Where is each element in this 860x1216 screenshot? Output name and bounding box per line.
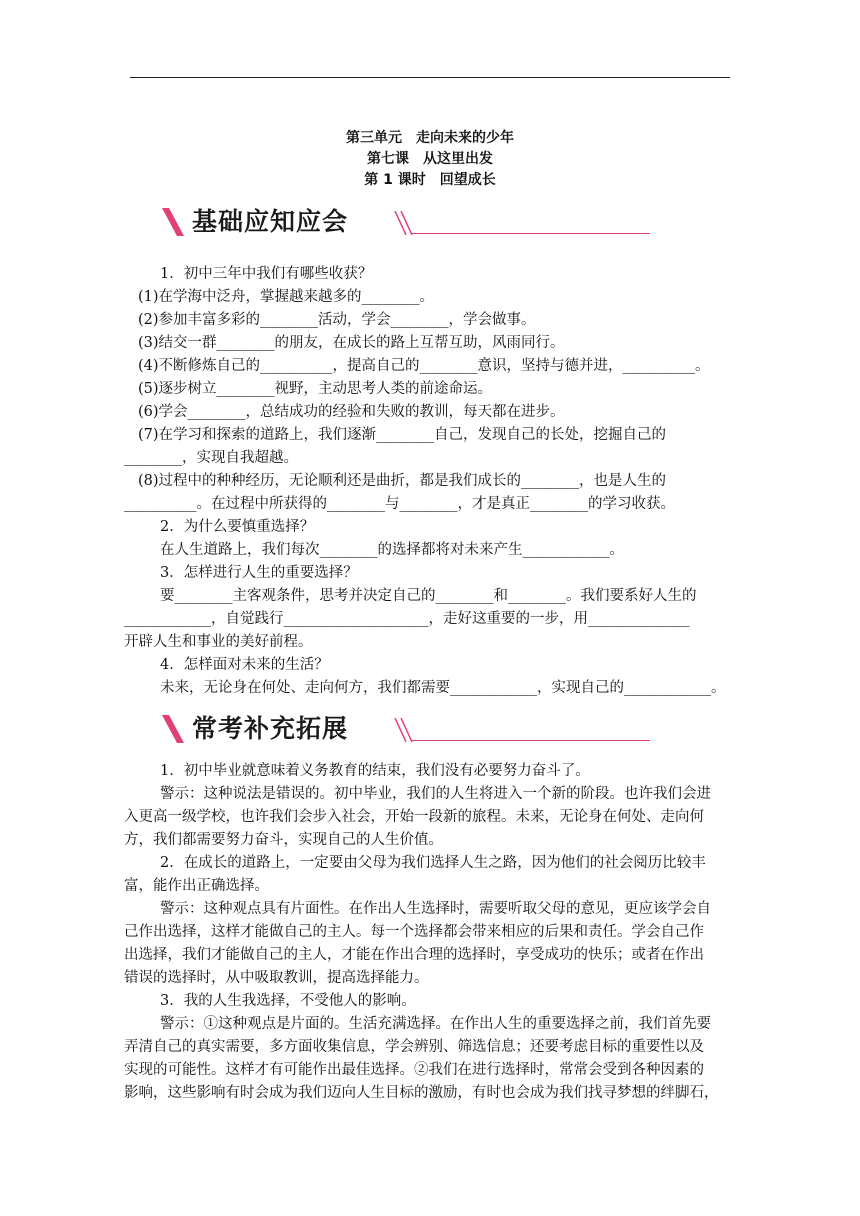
blank-line: (1)在学海中泛舟，掌握越来越多的________。 bbox=[138, 289, 435, 305]
slash-icon bbox=[162, 715, 184, 743]
text-line: 入更高一级学校，也许我们会步入社会，开始一段新的旅程。未来，无论身在何处、走向何 bbox=[124, 809, 704, 825]
unit-title: 第三单元 走向未来的少年 bbox=[346, 130, 514, 146]
question-line: 1．初中三年中我们有哪些收获？ bbox=[160, 266, 373, 282]
section-title: 基础应知应会 bbox=[192, 207, 349, 236]
banner-underline bbox=[412, 233, 650, 234]
basics-content bbox=[124, 263, 730, 700]
statement-line: 1．初中毕业就意味着义务教育的结束，我们没有必要努力奋斗了。 bbox=[160, 763, 590, 779]
warning-line: 警示：这种说法是错误的。初中毕业，我们的人生将进入一个新的阶段。也许我们会进 bbox=[160, 786, 711, 802]
section-banner-extension bbox=[162, 712, 652, 746]
warning-line: 警示：①这种观点是片面的。生活充满选择。在作出人生的重要选择之前，我们首先要 bbox=[160, 1016, 711, 1032]
slash-icon bbox=[162, 208, 184, 236]
text-line: 影响，这些影响有时会成为我们迈向人生目标的激励，有时也会成为我们找寻梦想的绊脚石， bbox=[124, 1085, 719, 1101]
blank-line: (2)参加丰富多彩的________活动，学会________，学会做事。 bbox=[138, 312, 536, 328]
blank-line: 未来，无论身在何处、走向何方，我们都需要____________，实现自己的____________。 bbox=[160, 680, 726, 696]
blank-line: 开辟人生和事业的美好前程。 bbox=[124, 634, 313, 650]
text-line: 错误的选择时，从中吸取教训，提高选择能力。 bbox=[124, 970, 429, 986]
question-line: 2．为什么要慎重选择？ bbox=[160, 519, 315, 535]
blank-line: ____________，自觉践行____________________，走好这重要的一步，用______________ bbox=[124, 611, 690, 627]
question-line: 3．怎样进行人生的重要选择？ bbox=[160, 565, 358, 581]
page-titles bbox=[130, 128, 730, 191]
section-banner-basics bbox=[162, 205, 652, 239]
text-line: 方，我们都需要努力奋斗，实现自己的人生价值。 bbox=[124, 832, 443, 848]
question-line: 4．怎样面对未来的生活？ bbox=[160, 657, 329, 673]
header-rule bbox=[130, 77, 730, 78]
extension-content bbox=[124, 760, 730, 1105]
blank-line: (5)逐步树立________视野，主动思考人类的前途命运。 bbox=[138, 381, 493, 397]
double-slash-icon bbox=[394, 718, 414, 742]
text-line: 出选择，我们才能做自己的主人，才能在作出合理的选择时，享受成功的快乐；或者在作出 bbox=[124, 947, 704, 963]
period-title: 第 1 课时 回望成长 bbox=[364, 172, 496, 188]
blank-line: (6)学会________，总结成功的经验和失败的教训，每天都在进步。 bbox=[138, 404, 565, 420]
statement-line: 2．在成长的道路上，一定要由父母为我们选择人生之路，因为他们的社会阅历比较丰 bbox=[160, 855, 706, 871]
text-line: 弄清自己的真实需要，多方面收集信息，学会辨别、筛选信息；还要考虑目标的重要性以及 bbox=[124, 1039, 704, 1055]
warning-line: 警示：这种观点具有片面性。在作出人生选择时，需要听取父母的意见，更应该学会自 bbox=[160, 901, 711, 917]
blank-line: (7)在学习和探索的道路上，我们逐渐________自己，发现自己的长处，挖掘自己的 bbox=[138, 427, 667, 443]
blank-line: 要________主客观条件，思考并决定自己的________和________。我们要系好人生的 bbox=[160, 588, 697, 604]
blank-line: ________，实现自我超越。 bbox=[124, 450, 298, 466]
banner-underline bbox=[412, 740, 650, 741]
text-line: 己作出选择，这样才能做自己的主人。每一个选择都会带来相应的后果和责任。学会自己作 bbox=[124, 924, 704, 940]
section-title: 常考补充拓展 bbox=[192, 714, 349, 743]
blank-line: (4)不断修炼自己的__________，提高自己的________意识，坚持与德并进，__________。 bbox=[138, 358, 710, 374]
blank-line: (3)结交一群________的朋友，在成长的路上互帮互助，风雨同行。 bbox=[138, 335, 565, 351]
blank-line: __________。在过程中所获得的________与________，才是真正________的学习收获。 bbox=[124, 496, 675, 512]
text-line: 实现的可能性。这样才有可能作出最佳选择。②我们在进行选择时，常常会受到各种因素的 bbox=[124, 1062, 704, 1078]
blank-line: 在人生道路上，我们每次________的选择都将对未来产生____________。 bbox=[160, 542, 624, 558]
double-slash-icon bbox=[394, 211, 414, 235]
text-line: 富，能作出正确选择。 bbox=[124, 878, 269, 894]
lesson-title: 第七课 从这里出发 bbox=[367, 151, 493, 167]
statement-line: 3．我的人生我选择，不受他人的影响。 bbox=[160, 993, 416, 1009]
blank-line: (8)过程中的种种经历，无论顺利还是曲折，都是我们成长的________，也是人生的 bbox=[138, 473, 667, 489]
